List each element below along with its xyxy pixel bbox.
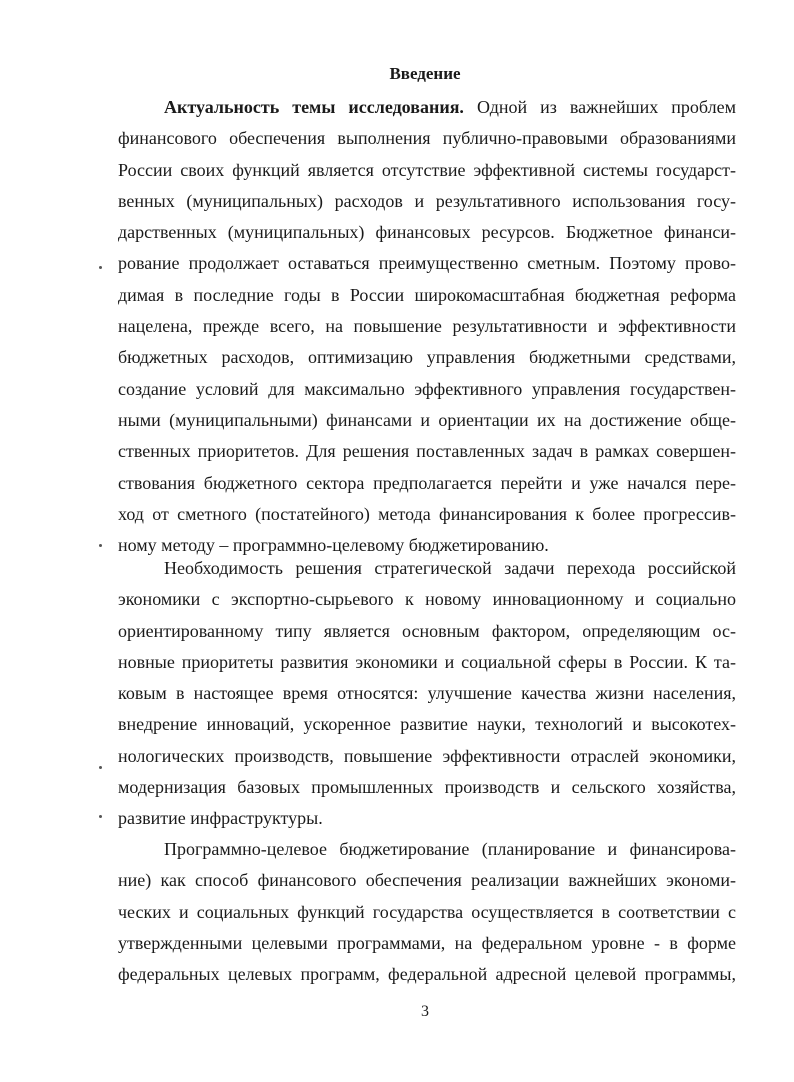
paragraph-line: ческих и социальных функций государства осуществляется в соответствии с [118, 901, 736, 922]
paragraph-line: развитие инфраструктуры. [118, 808, 323, 829]
page-number: 3 [421, 1003, 429, 1020]
paragraph-line: России своих функций является отсутствие эффективной системы государст- [118, 159, 736, 180]
paragraph-line: ориентированному типу является основным фактором, определяющим ос- [118, 620, 736, 641]
paragraph-line: утвержденными целевыми программами, на федеральном уровне - в форме [118, 932, 736, 953]
paragraph-line: ковым в настоящее время относятся: улучшение качества жизни населения, [118, 683, 736, 704]
paragraph-line: ными (муниципальными) финансами и ориентации их на достижение обще- [118, 409, 736, 430]
paragraph-line: модернизация базовых промышленных производств и сельского хозяйства, [118, 777, 736, 798]
paragraph-line: ние) как способ финансового обеспечения реализации важнейших экономи- [118, 870, 736, 891]
paragraph-line: Актуальность темы исследования. Одной из важнейших проблем [164, 97, 736, 117]
section-heading: Введение [389, 64, 461, 83]
scan-speck [99, 766, 102, 769]
paragraph-line: нацелена, прежде всего, на повышение результативности и эффективности [118, 316, 736, 337]
paragraph-line: федеральных целевых программ, федеральной адресной целевой программы, [118, 964, 736, 985]
paragraph-line: дарственных (муниципальных) финансовых ресурсов. Бюджетное финанси- [118, 222, 736, 243]
paragraph-relevance [118, 92, 736, 561]
paragraph-line: димая в последние годы в России широкомасштабная бюджетная реформа [118, 284, 736, 305]
paragraph-line: создание условий для максимально эффективного управления государствен- [118, 378, 736, 399]
paragraph-line: новные приоритеты развития экономики и социальной сферы в России. К та- [118, 651, 736, 672]
paragraph-line: Необходимость решения стратегической задачи перехода российской [164, 558, 736, 578]
paragraph-program-budgeting [118, 834, 736, 990]
paragraph-line: Программно-целевое бюджетирование (планирование и финансирова- [164, 839, 736, 859]
paragraph-line: бюджетных расходов, оптимизацию управления бюджетными средствами, [118, 347, 736, 368]
paragraph-line: финансового обеспечения выполнения публично-правовыми образованиями [118, 128, 736, 149]
lead-phrase: Актуальность темы исследования. [164, 97, 464, 117]
scan-speck [99, 815, 102, 818]
paragraph-line: внедрение инноваций, ускоренное развитие науки, технологий и высокотех- [118, 714, 736, 735]
paragraph-line: рование продолжает оставаться преимущественно сметным. Поэтому прово- [118, 253, 736, 274]
paragraph-line: ход от сметного (постатейного) метода финансирования к более прогрессив- [118, 503, 736, 524]
paragraph-line: ствования бюджетного сектора предполагается перейти и уже начался пере- [118, 472, 736, 493]
scan-speck [99, 266, 102, 269]
paragraph-line: ственных приоритетов. Для решения поставленных задач в рамках совершен- [118, 441, 736, 462]
paragraph-line: экономики с экспортно-сырьевого к новому инновационному и социально [118, 589, 736, 610]
paragraph-line: ному методу – программно-целевому бюджетированию. [118, 535, 549, 556]
paragraph-strategic-task [118, 553, 736, 835]
scan-speck [99, 544, 102, 547]
paragraph-line: венных (муниципальных) расходов и результативного использования госу- [118, 190, 736, 211]
paragraph-line: нологических производств, повышение эффективности отраслей экономики, [118, 745, 736, 766]
